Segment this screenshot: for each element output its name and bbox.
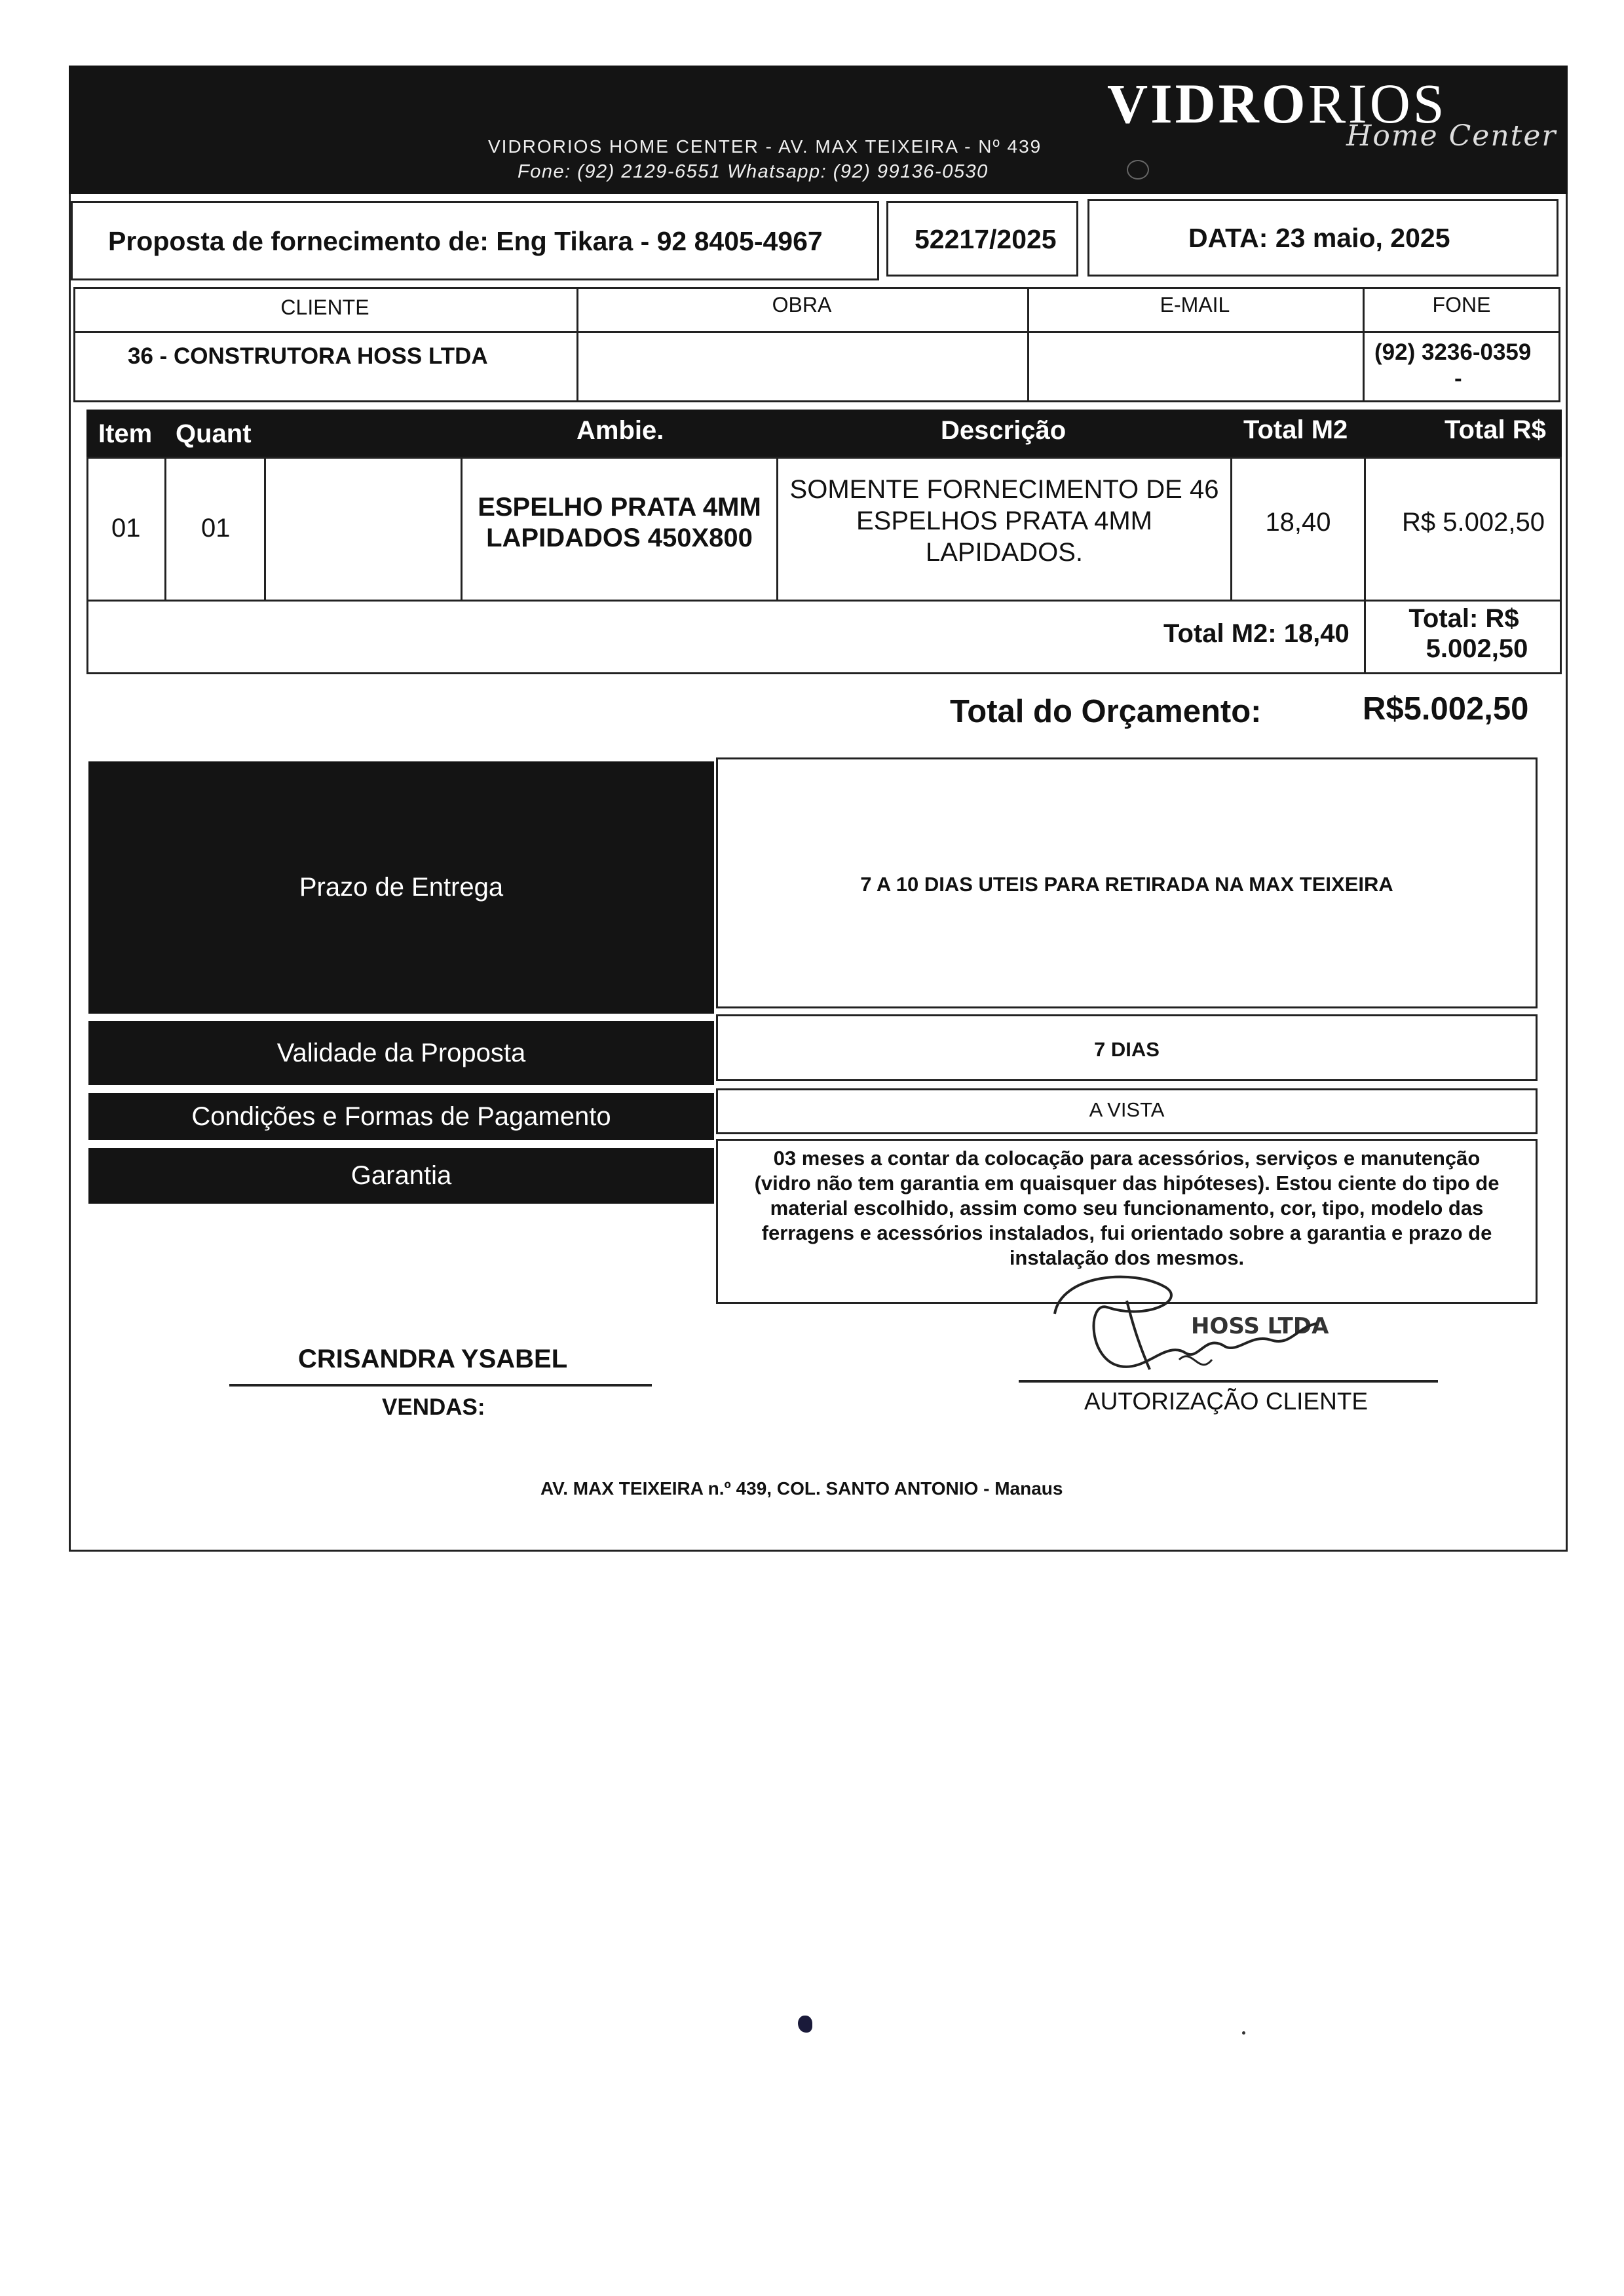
grand-total-value: R$5.002,50 bbox=[1363, 691, 1529, 727]
header-address: VIDRORIOS HOME CENTER - AV. MAX TEIXEIRA - Nº 439 bbox=[488, 136, 1042, 157]
header-obra: OBRA bbox=[772, 293, 832, 316]
scan-speck bbox=[1242, 2031, 1245, 2035]
warranty-line-4: ferragens e acessórios instalados, fui orientado sobre a garantia e prazo de bbox=[761, 1221, 1492, 1244]
seller-name: CRISANDRA YSABEL bbox=[298, 1345, 568, 1373]
proposal-recipient: Proposta de fornecimento de: Eng Tikara - 92 8405-4967 bbox=[108, 226, 823, 256]
warranty-line-5: instalação dos mesmos. bbox=[1009, 1246, 1245, 1269]
row-product-line-1: ESPELHO PRATA 4MM bbox=[478, 493, 761, 522]
items-header-descricao: Descrição bbox=[941, 416, 1067, 445]
seller-role: VENDAS: bbox=[382, 1394, 485, 1420]
row-total-m2: 18,40 bbox=[1265, 508, 1331, 537]
header-cliente: CLIENTE bbox=[280, 296, 369, 319]
payment-label: Condições e Formas de Pagamento bbox=[191, 1102, 611, 1131]
header-fone: FONE bbox=[1432, 293, 1491, 316]
row-total-rs: R$ 5.002,50 bbox=[1402, 508, 1545, 537]
delivery-value: 7 A 10 DIAS UTEIS PARA RETIRADA NA MAX TEIXEIRA bbox=[860, 873, 1393, 896]
warranty-label: Garantia bbox=[350, 1161, 452, 1190]
footer-address: AV. MAX TEIXEIRA n.º 439, COL. SANTO ANTONIO - Manaus bbox=[540, 1478, 1063, 1499]
warranty-line-1: 03 meses a contar da colocação para acessórios, serviços e manutenção bbox=[773, 1147, 1481, 1170]
warranty-line-3: material escolhido, assim como seu funcionamento, cor, tipo, modelo das bbox=[770, 1196, 1484, 1219]
validity-label: Validade da Proposta bbox=[276, 1039, 526, 1067]
items-col-divider-2 bbox=[264, 457, 266, 600]
header-email: E-MAIL bbox=[1160, 293, 1230, 316]
company-logo-script: Home Center bbox=[1346, 119, 1557, 153]
delivery-label: Prazo de Entrega bbox=[299, 873, 504, 902]
items-header-ambiente: Ambie. bbox=[576, 416, 664, 445]
proposal-number: 52217/2025 bbox=[915, 224, 1057, 254]
client-name: 36 - CONSTRUTORA HOSS LTDA bbox=[128, 343, 488, 369]
items-col-divider-1 bbox=[164, 457, 166, 600]
client-role: AUTORIZAÇÃO CLIENTE bbox=[1084, 1388, 1369, 1415]
client-phone: (92) 3236-0359 bbox=[1374, 339, 1532, 365]
whatsapp-icon bbox=[1127, 160, 1149, 180]
items-header-quant: Quant bbox=[176, 419, 252, 448]
items-header-total-m2: Total M2 bbox=[1243, 415, 1348, 444]
row-description-line-2: ESPELHOS PRATA 4MM bbox=[856, 507, 1152, 535]
row-product-line-2: LAPIDADOS 450X800 bbox=[486, 524, 753, 552]
items-header-item: Item bbox=[98, 419, 153, 448]
summary-total-m2: Total M2: 18,40 bbox=[1163, 619, 1350, 648]
payment-value: A VISTA bbox=[1089, 1098, 1165, 1121]
row-description-line-3: LAPIDADOS. bbox=[925, 538, 1084, 567]
items-row-divider bbox=[86, 600, 1562, 602]
warranty-line-2: (vidro não tem garantia em quaisquer das hipóteses). Estou ciente do tipo de bbox=[754, 1172, 1500, 1195]
company-logo: VIDRORIOS bbox=[1107, 72, 1447, 135]
validity-value: 7 DIAS bbox=[1094, 1038, 1160, 1061]
summary-total-line-2: 5.002,50 bbox=[1426, 634, 1528, 663]
summary-total-line-1: Total: R$ bbox=[1408, 604, 1519, 633]
company-stamp: HOSS LTDA bbox=[1191, 1313, 1329, 1339]
header-contact: Fone: (92) 2129-6551 Whatsapp: (92) 99136-0530 bbox=[518, 161, 989, 182]
client-table-divider bbox=[73, 331, 1560, 333]
items-header-total-rs: Total R$ bbox=[1445, 415, 1546, 444]
grand-total-label: Total do Orçamento: bbox=[950, 694, 1262, 729]
row-quantity: 01 bbox=[201, 514, 231, 543]
client-handwritten-signature bbox=[1035, 1261, 1330, 1392]
row-item-number: 01 bbox=[111, 514, 141, 543]
scan-blot bbox=[798, 2016, 812, 2033]
row-description-line-1: SOMENTE FORNECIMENTO DE 46 bbox=[789, 475, 1219, 504]
client-phone-suffix: - bbox=[1454, 366, 1462, 391]
seller-signature-line bbox=[229, 1384, 652, 1387]
proposal-date: DATA: 23 maio, 2025 bbox=[1188, 223, 1450, 253]
